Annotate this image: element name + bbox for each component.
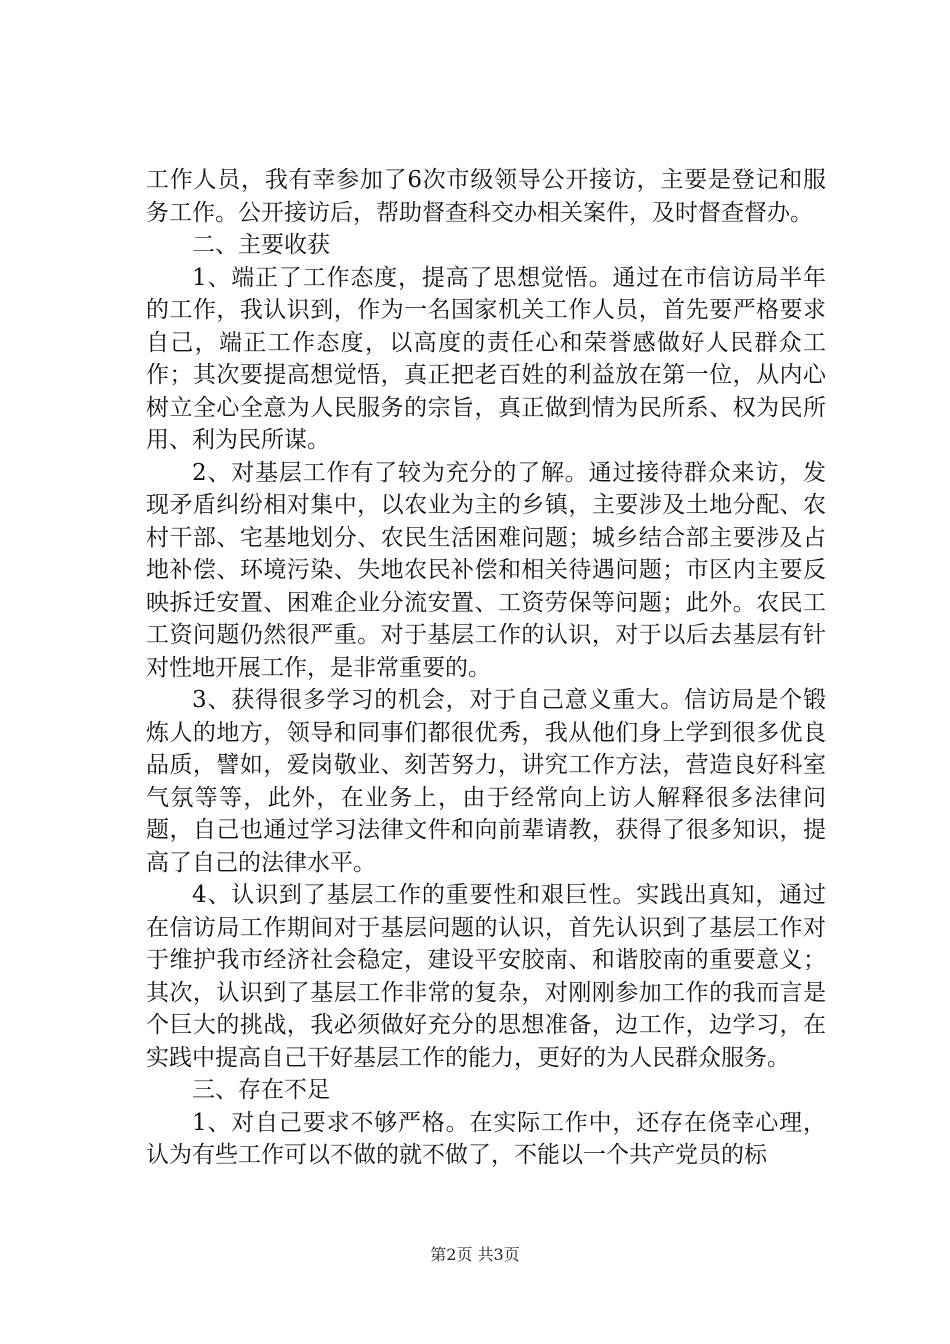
page-footer: 第2页 共3页 bbox=[430, 1245, 520, 1264]
paragraph-continuation: 工作人员，我有幸参加了6次市级领导公开接访，主要是登记和服务工作。公开接访后，帮助督查科交办相关案件，及时督查督办。 bbox=[146, 167, 826, 226]
paragraph-gain-4: 4、认识到了基层工作的重要性和艰巨性。实践出真知，通过在信访局工作期间对于基层问题的认识，首先认识到了基层工作对于维护我市经济社会稳定，建设平安胶南、和谐胶南的重要意义；其次，认识到了基层工作非常的复杂，对刚刚参加工作的我而言是个巨大的挑战，我必须做好充分的思想准备，边工作，边学习，在实践中提高自己干好基层工作的能力，更好的为人民群众服务。 bbox=[146, 882, 826, 1071]
section-heading-shortcomings: 三、存在不足 bbox=[192, 1077, 330, 1103]
paragraph-gain-2: 2、对基层工作有了较为充分的了解。通过接待群众来访，发现矛盾纠纷相对集中，以农业为主的乡镇，主要涉及土地分配、农村干部、宅基地划分、农民生活困难问题；城乡结合部主要涉及占地补偿、环境污染、失地农民补偿和相关待遇问题；市区内主要反映拆迁安置、困难企业分流安置、工资劳保等问题；此外。农民工工资问题仍然很严重。对于基层工作的认识，对于以后去基层有针对性地开展工作，是非常重要的。 bbox=[146, 459, 826, 681]
paragraph-gain-1: 1、端正了工作态度，提高了思想觉悟。通过在市信访局半年的工作，我认识到，作为一名国家机关工作人员，首先要严格要求自己，端正工作态度，以高度的责任心和荣誉感做好人民群众工作；其次要提高想觉悟，真正把老百姓的利益放在第一位，从内心树立全心全意为人民服务的宗旨，真正做到情为民所系、权为民所用、利为民所谋。 bbox=[146, 264, 826, 453]
paragraph-gain-3: 3、获得很多学习的机会，对于自己意义重大。信访局是个锻炼人的地方，领导和同事们都很优秀，我从他们身上学到很多优良品质，譬如，爱岗敬业、刻苦努力，讲究工作方法，营造良好科室气氛等等，此外，在业务上，由于经常向上访人解释很多法律问题，自己也通过学习法律文件和向前辈请教，获得了很多知识，提高了自己的法律水平。 bbox=[146, 687, 826, 876]
paragraph-shortcoming-1: 1、对自己要求不够严格。在实际工作中，还存在侥幸心理，认为有些工作可以不做的就不做了，不能以一个共产党员的标 bbox=[146, 1109, 826, 1168]
document-body bbox=[146, 164, 826, 1172]
section-heading-main-gains: 二、主要收获 bbox=[192, 232, 330, 258]
